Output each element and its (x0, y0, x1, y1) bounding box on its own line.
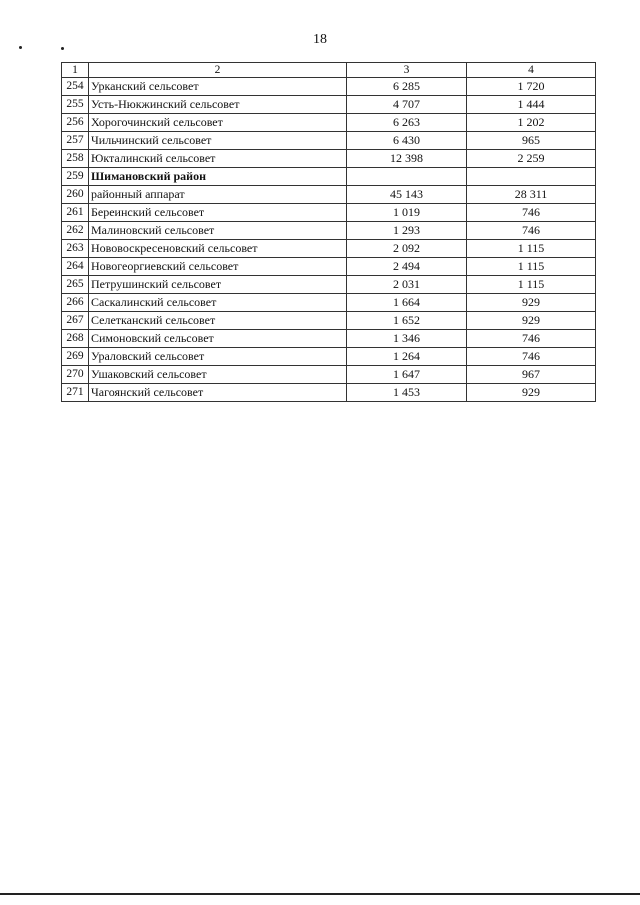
row-name-cell: Петрушинский сельсовет (89, 276, 347, 294)
row-number-cell: 260 (62, 186, 89, 204)
table-row (62, 204, 596, 222)
row-value-col3-cell: 1 453 (347, 384, 467, 402)
table-row (62, 294, 596, 312)
budget-table (61, 62, 596, 402)
table-header-row (62, 63, 596, 78)
table-row (62, 258, 596, 276)
row-name-cell: Усть-Нюкжинский сельсовет (89, 96, 347, 114)
table-row (62, 348, 596, 366)
row-value-col4-cell: 746 (467, 222, 596, 240)
row-name-cell: Малиновский сельсовет (89, 222, 347, 240)
row-name-cell: районный аппарат (89, 186, 347, 204)
row-number-cell: 262 (62, 222, 89, 240)
row-value-col3-cell: 6 430 (347, 132, 467, 150)
row-name-cell: Ураловский сельсовет (89, 348, 347, 366)
row-number-cell: 258 (62, 150, 89, 168)
header-cell-col3: 3 (347, 63, 467, 78)
table-row (62, 222, 596, 240)
row-value-col4-cell: 1 444 (467, 96, 596, 114)
row-number-cell: 259 (62, 168, 89, 186)
row-value-col3-cell: 1 264 (347, 348, 467, 366)
row-value-col4-cell (467, 168, 596, 186)
header-cell-col4: 4 (467, 63, 596, 78)
scan-speck (19, 46, 22, 49)
row-value-col4-cell: 929 (467, 294, 596, 312)
table-row (62, 168, 596, 186)
row-name-cell: Урканский сельсовет (89, 78, 347, 96)
row-value-col4-cell: 746 (467, 348, 596, 366)
table-row (62, 240, 596, 258)
row-name-cell: Чагоянский сельсовет (89, 384, 347, 402)
table-row (62, 114, 596, 132)
table-row (62, 150, 596, 168)
row-number-cell: 266 (62, 294, 89, 312)
row-value-col3-cell: 4 707 (347, 96, 467, 114)
row-value-col3-cell: 2 031 (347, 276, 467, 294)
row-value-col3-cell: 1 664 (347, 294, 467, 312)
row-value-col4-cell: 965 (467, 132, 596, 150)
row-number-cell: 263 (62, 240, 89, 258)
scan-edge-line (0, 893, 640, 895)
row-name-cell: Береинский сельсовет (89, 204, 347, 222)
table-row (62, 132, 596, 150)
row-number-cell: 264 (62, 258, 89, 276)
row-value-col4-cell: 746 (467, 330, 596, 348)
table-row (62, 330, 596, 348)
header-cell-col1: 1 (62, 63, 89, 78)
row-value-col3-cell: 6 285 (347, 78, 467, 96)
row-number-cell: 265 (62, 276, 89, 294)
row-number-cell: 267 (62, 312, 89, 330)
row-value-col4-cell: 746 (467, 204, 596, 222)
row-number-cell: 256 (62, 114, 89, 132)
header-cell-col2: 2 (89, 63, 347, 78)
table-row (62, 384, 596, 402)
row-value-col4-cell: 967 (467, 366, 596, 384)
row-number-cell: 255 (62, 96, 89, 114)
row-name-cell: Саскалинский сельсовет (89, 294, 347, 312)
row-value-col3-cell: 1 019 (347, 204, 467, 222)
table-row (62, 96, 596, 114)
row-value-col4-cell: 929 (467, 384, 596, 402)
row-value-col3-cell: 1 647 (347, 366, 467, 384)
table-row (62, 186, 596, 204)
row-value-col3-cell: 6 263 (347, 114, 467, 132)
row-value-col4-cell: 2 259 (467, 150, 596, 168)
row-name-cell: Юкталинский сельсовет (89, 150, 347, 168)
row-number-cell: 257 (62, 132, 89, 150)
table-row (62, 312, 596, 330)
row-name-cell: Хорогочинский сельсовет (89, 114, 347, 132)
row-value-col3-cell: 2 092 (347, 240, 467, 258)
row-value-col3-cell: 1 652 (347, 312, 467, 330)
row-name-cell: Шимановский район (89, 168, 347, 186)
row-value-col4-cell: 929 (467, 312, 596, 330)
row-number-cell: 254 (62, 78, 89, 96)
row-name-cell: Новогеоргиевский сельсовет (89, 258, 347, 276)
row-value-col4-cell: 1 720 (467, 78, 596, 96)
table-row (62, 276, 596, 294)
row-value-col3-cell: 1 346 (347, 330, 467, 348)
row-number-cell: 269 (62, 348, 89, 366)
row-number-cell: 270 (62, 366, 89, 384)
table-body (62, 63, 596, 402)
row-value-col4-cell: 1 115 (467, 258, 596, 276)
row-value-col3-cell: 45 143 (347, 186, 467, 204)
table-row (62, 366, 596, 384)
row-value-col4-cell: 1 202 (467, 114, 596, 132)
row-value-col3-cell: 2 494 (347, 258, 467, 276)
row-name-cell: Чильчинский сельсовет (89, 132, 347, 150)
row-number-cell: 268 (62, 330, 89, 348)
row-value-col3-cell (347, 168, 467, 186)
row-number-cell: 261 (62, 204, 89, 222)
page-number: 18 (313, 32, 327, 47)
row-name-cell: Симоновский сельсовет (89, 330, 347, 348)
row-name-cell: Нововоскресеновский сельсовет (89, 240, 347, 258)
row-name-cell: Ушаковский сельсовет (89, 366, 347, 384)
scan-speck (61, 47, 64, 50)
row-value-col4-cell: 1 115 (467, 240, 596, 258)
table-row (62, 78, 596, 96)
row-value-col4-cell: 1 115 (467, 276, 596, 294)
row-value-col3-cell: 1 293 (347, 222, 467, 240)
row-name-cell: Селетканский сельсовет (89, 312, 347, 330)
row-number-cell: 271 (62, 384, 89, 402)
row-value-col4-cell: 28 311 (467, 186, 596, 204)
row-value-col3-cell: 12 398 (347, 150, 467, 168)
